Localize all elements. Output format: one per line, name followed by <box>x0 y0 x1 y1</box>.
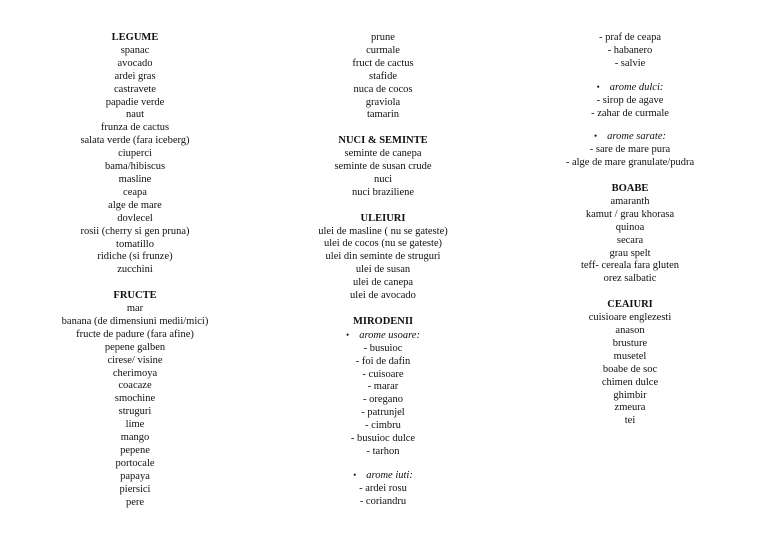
list-item: masline <box>118 173 152 185</box>
arome-iuti-list-cont <box>540 32 720 71</box>
list-item: - tarhon <box>366 445 400 457</box>
bullet-icon: • <box>596 81 600 92</box>
arome-sarate-list <box>540 144 720 170</box>
list-item: - cuisoare <box>362 368 404 380</box>
list-item: spanac <box>120 44 150 56</box>
list-item: - coriandru <box>359 495 407 507</box>
list-item: - marar <box>367 381 399 393</box>
bullet-icon: • <box>346 329 350 340</box>
uleiuri-title: ULEIURI <box>360 212 406 224</box>
spacer <box>283 122 483 135</box>
list-item: musetel <box>613 350 647 362</box>
list-item: ardei gras <box>114 70 156 82</box>
column-1 <box>30 32 240 510</box>
ceaiuri-title: CEAIURI <box>607 299 653 311</box>
list-item: - oregano <box>363 394 403 406</box>
list-item: - alge de mare granulate/pudra <box>565 157 695 169</box>
list-item: - praf de ceapa <box>598 32 662 43</box>
list-item: banana (de dimensiuni medii/mici) <box>61 315 209 327</box>
list-item: grau spelt <box>609 247 651 259</box>
list-item: seminte de susan crude <box>334 161 432 173</box>
list-item: portocale <box>115 457 155 469</box>
list-item: boabe de soc <box>602 363 658 375</box>
list-item: anason <box>615 325 645 336</box>
fructe-title: FRUCTE <box>113 290 157 302</box>
list-item: avocado <box>117 57 153 69</box>
list-item: ridiche (si frunze) <box>97 251 173 263</box>
list-item: - patrunjel <box>361 407 405 419</box>
list-item: frunza de cactus <box>100 122 170 134</box>
list-item: nuci braziliene <box>351 186 415 198</box>
arome-iuti-list <box>283 483 483 509</box>
list-item: brusture <box>612 337 648 349</box>
list-item: - salvie <box>614 57 646 69</box>
list-item: naut <box>125 109 145 121</box>
list-item: ulei de avocado <box>350 290 416 302</box>
list-item: rosii (cherry si gen pruna) <box>80 225 190 237</box>
list-item: graviola <box>365 96 401 108</box>
ceaiuri-list <box>540 312 720 428</box>
list-item: teff- cereala fara gluten <box>580 260 680 272</box>
spacer <box>540 286 720 299</box>
boabe-title: BOABE <box>611 183 649 195</box>
list-item: chimen dulce <box>601 376 659 388</box>
fructe-list <box>30 303 240 510</box>
list-item: kamut / grau khorasa <box>585 208 675 220</box>
list-item: cirese/ visine <box>107 354 163 366</box>
list-item: tei <box>624 415 636 427</box>
list-item: castravete <box>114 83 156 95</box>
column-2 <box>283 32 483 509</box>
list-item: tamarin <box>366 109 400 121</box>
list-item: - cimbru <box>365 420 401 432</box>
list-item: - habanero <box>607 44 653 56</box>
list-item: ceapa <box>123 186 147 198</box>
uleiuri-list <box>283 226 483 303</box>
list-item: secara <box>616 234 644 246</box>
legume-title: LEGUME <box>111 32 159 43</box>
list-item: quinoa <box>615 221 645 233</box>
nuci-seminte-list <box>283 148 483 200</box>
arome-dulci-subtitle <box>540 81 720 95</box>
list-item: amaranth <box>610 195 650 207</box>
list-item: zmeura <box>614 402 646 414</box>
list-item: - sirop de agave <box>596 94 664 106</box>
arome-dulci-label: arome dulci: <box>609 81 664 93</box>
list-item: nuca de cocos <box>353 83 413 95</box>
list-item: stafide <box>369 70 397 82</box>
list-item: cherimoya <box>112 367 158 379</box>
list-item: curmale <box>366 44 400 56</box>
list-item: coacaze <box>118 380 152 392</box>
list-item: bama/hibiscus <box>104 161 166 173</box>
arome-iuti-subtitle <box>283 469 483 483</box>
list-item: ulei de susan <box>355 264 411 276</box>
list-item: alge de mare <box>108 199 162 211</box>
legume-list <box>30 45 240 277</box>
list-item: piersici <box>119 483 151 495</box>
list-item: - busuioc <box>363 342 403 354</box>
arome-usoare-list <box>283 343 483 459</box>
list-item: prune <box>371 32 395 43</box>
nuci-seminte-title: NUCI & SEMINTE <box>338 135 428 147</box>
list-item: lime <box>125 419 145 431</box>
mirodenii-title: MIRODENII <box>352 315 414 327</box>
fructe-list-cont <box>283 32 483 122</box>
spacer <box>540 120 720 130</box>
list-item: - zahar de curmale <box>591 107 669 119</box>
list-item: fructe de padure (fara afine) <box>76 328 194 340</box>
list-item: salata verde (fara iceberg) <box>80 135 190 147</box>
spacer <box>283 303 483 316</box>
list-item: - ardei rosu <box>359 482 407 494</box>
list-item: cuisioare englezesti <box>588 312 672 324</box>
list-item: papaya <box>120 470 150 482</box>
arome-sarate-label: arome sarate: <box>607 131 666 143</box>
column-3 <box>540 32 720 428</box>
bullet-icon: • <box>594 131 598 142</box>
list-item: - foi de dafin <box>355 355 411 367</box>
list-item: dovlecel <box>117 212 153 224</box>
arome-usoare-subtitle <box>283 329 483 343</box>
list-item: pere <box>125 496 145 508</box>
list-item: mango <box>120 432 150 444</box>
list-item: - sare de mare pura <box>589 144 671 156</box>
arome-iuti-label: arome iuti: <box>366 469 413 481</box>
spacer <box>540 170 720 183</box>
arome-dulci-list <box>540 95 720 121</box>
spacer <box>540 71 720 81</box>
boabe-list <box>540 196 720 286</box>
list-item: zucchini <box>117 264 153 276</box>
list-item: papadie verde <box>105 96 165 108</box>
bullet-icon: • <box>353 469 357 480</box>
list-item: seminte de canepa <box>344 148 422 160</box>
list-item: ulei din seminte de struguri <box>325 251 441 263</box>
list-item: tomatillo <box>116 238 154 250</box>
list-item: ulei de masline ( nu se gateste) <box>318 225 448 237</box>
list-item: ulei de cocos (nu se gateste) <box>323 238 443 250</box>
list-item: struguri <box>118 406 152 418</box>
list-item: smochine <box>114 393 156 405</box>
spacer <box>283 459 483 469</box>
list-item: pepene <box>120 444 150 456</box>
list-item: pepene galben <box>104 341 166 353</box>
arome-usoare-label: arome usoare: <box>359 329 420 341</box>
list-item: fruct de cactus <box>352 57 414 69</box>
list-item: ciuperci <box>118 148 152 160</box>
list-item: ghimbir <box>613 389 647 401</box>
list-item: ulei de canepa <box>352 277 414 289</box>
list-item: nuci <box>373 173 393 185</box>
list-item: mar <box>126 303 144 315</box>
list-item: orez salbatic <box>603 273 657 285</box>
spacer <box>283 200 483 213</box>
spacer <box>30 277 240 290</box>
list-item: - busuioc dulce <box>350 433 416 445</box>
arome-sarate-subtitle <box>540 130 720 144</box>
